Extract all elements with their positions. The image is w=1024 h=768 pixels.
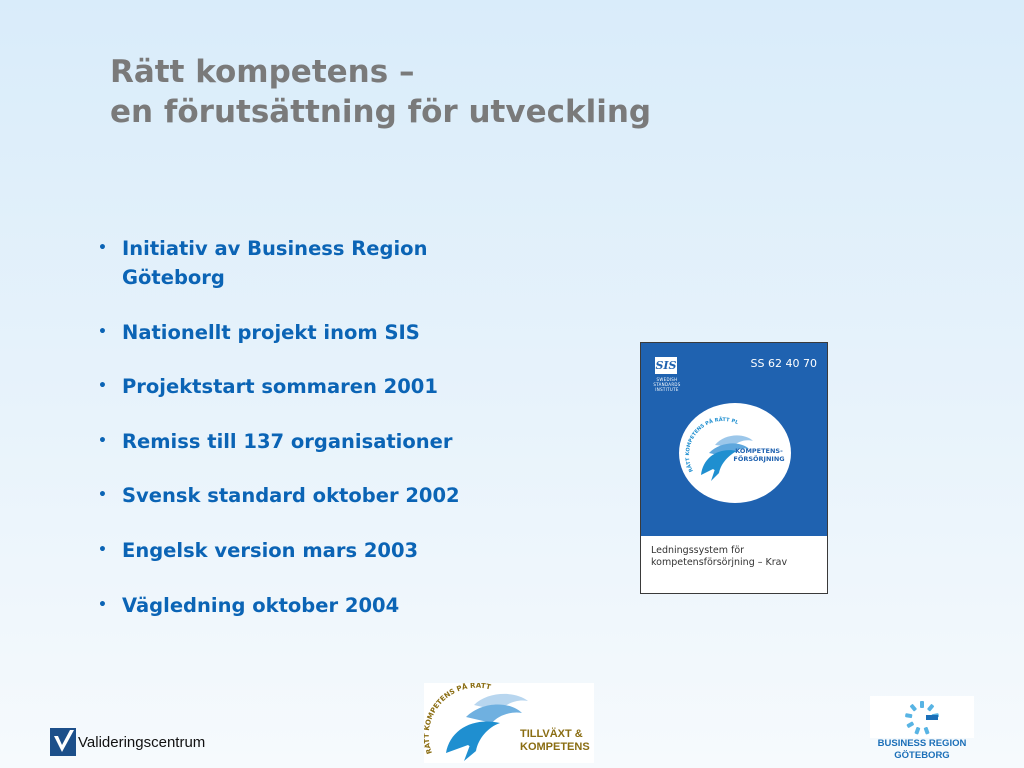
cover-title-line-2: kompetensförsörjning – Krav [651,557,788,568]
bullet-dot: • [98,324,107,340]
tk-arc-text: RÄ OMPETENS PÅ RÄTT [424,683,492,755]
bullet-item [98,318,562,347]
business-region-goteborg-logo [870,696,974,762]
cover-emblem [679,403,791,503]
tk-wordmark-line-2: KOMPETENS [520,741,590,753]
valideringscentrum-logo [50,728,220,756]
slide-title-line-1: Rätt kompetens – [110,54,415,90]
bullet-text: Projektstart sommaren 2001 [122,375,438,398]
sis-subtitle: SWEDISH STANDARDS INSTITUTE [653,377,681,392]
bullet-dot: • [98,542,107,558]
tillvaxt-kompetens-logo [424,683,594,763]
tk-wordmark [520,728,590,754]
bullet-item [98,234,522,292]
brg-wordmark-line-2: GÖTEBORG [894,750,950,761]
standard-cover-image [640,342,828,594]
bullet-item [98,372,562,401]
bullet-item [98,427,562,456]
dolphin-emblem-icon [679,403,791,503]
emblem-label-line-2: FÖRSÖRJNING [733,455,785,463]
tk-wordmark-line-1: TILLVÄXT & [520,728,583,740]
bullet-item [98,481,562,510]
brg-wordmark-line-1: BUSINESS REGION [877,738,967,749]
emblem-label-line-1: KOMPETENS- [735,447,783,455]
bullet-item [98,536,562,565]
bullet-item [98,591,562,620]
sis-logo: SIS [655,359,677,372]
cover-blue-panel [641,343,827,536]
bullet-text: Remiss till 137 organisationer [122,430,453,453]
slide-title-line-2: en förutsättning för utveckling [110,94,652,130]
bullet-dot: • [98,487,107,503]
brg-wordmark [870,738,974,762]
bullet-dot: • [98,240,107,256]
bullet-dot: • [98,597,107,613]
valideringscentrum-wordmark: Valideringscentrum [78,734,206,751]
bullet-dot: • [98,378,107,394]
bullet-dot: • [98,433,107,449]
bullet-text: Initiativ av Business Region Göteborg [122,237,428,289]
brg-logo-box [870,696,974,738]
bullet-text: Vägledning oktober 2004 [122,594,400,617]
bullet-text: Nationellt projekt inom SIS [122,321,420,344]
bullet-text: Engelsk version mars 2003 [122,539,419,562]
standard-number: SS 62 40 70 [750,357,817,370]
emblem-arc-text: RÄTT KOMPETENS PÅ RÄTT PL [684,416,740,473]
bullet-text: Svensk standard oktober 2002 [122,484,460,507]
brg-circle-icon [870,696,974,738]
cover-title-line-1: Ledningssystem för [651,545,745,556]
cover-title [651,545,821,569]
checkmark-logo-icon [50,728,76,756]
slide-title [110,52,651,132]
